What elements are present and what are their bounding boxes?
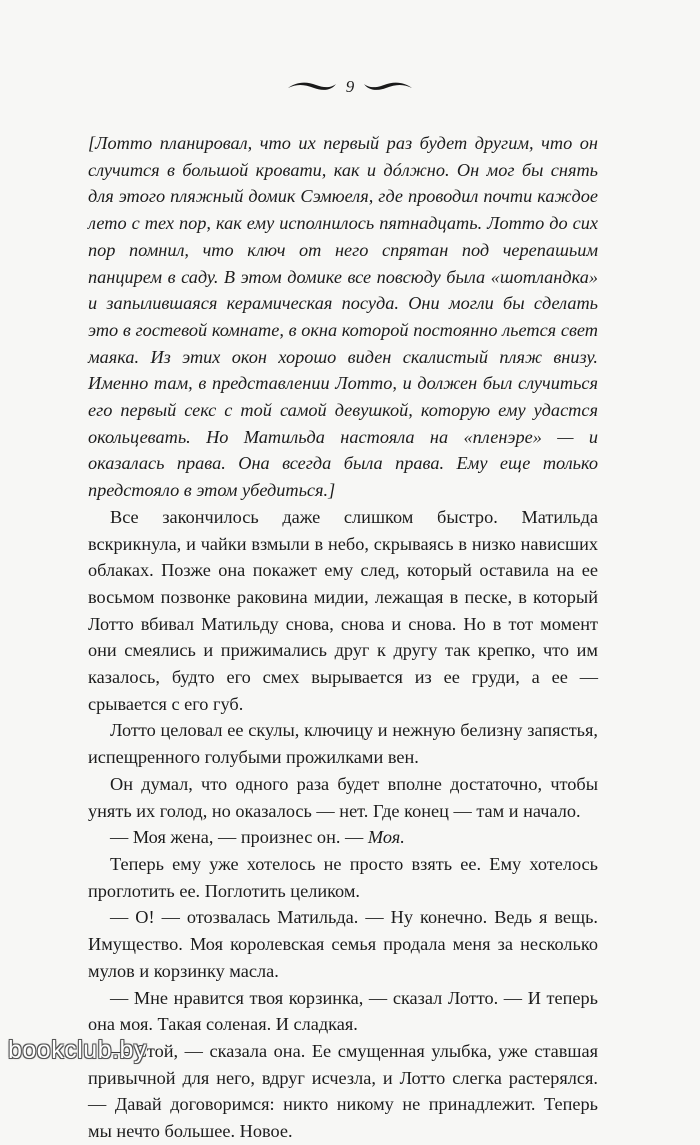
paragraph: Он думал, что одного раза будет вполне достаточно, чтобы унять их голод, но оказалось — нет. Где конец — там и начало. <box>88 773 598 821</box>
paragraph: Все закончилось даже слишком быстро. Матильда вскрикнула, и чайки взмыли в небо, скрываясь в низко нависших облаках. Позже она покажет ему след, который оставила на ее восьмом позвонке раковина мидии, лежащая в песке, в который Лотто вбивал Матильду снова, снова и снова. Но в тот момент они смеялись и прижимались друг к другу так крепко, что им казалось, будто его смех вырывается из ее груди, а ее — срывается с его губ. <box>88 506 598 714</box>
dialogue-text: — Моя жена, — произнес он. — <box>110 827 368 848</box>
italic-bracketed-passage <box>88 130 598 504</box>
dialogue-paragraph: — Мне нравится твоя корзинка, — сказал Лотто. — И теперь она моя. Такая соленая. И сладкая. <box>88 987 598 1035</box>
left-swash-ornament-icon <box>286 79 338 93</box>
page-number: 9 <box>345 76 355 96</box>
paragraph: Теперь ему уже хотелось не просто взять ее. Ему хотелось проглотить ее. Поглотить целиком. <box>88 853 598 901</box>
right-swash-ornament-icon <box>362 79 414 93</box>
paragraph: [Лотто планировал, что их первый раз будет другим, что он случится в большой кровати, как и дóлжно. Он мог бы снять для этого пляжный домик Сэмюеля, где проводил почти каждое лето с тех пор, как ему исполнилось пятнадцать. Лотто до сих пор помнил, что ключ от него спрятан под черепашьим панцирем в саду. В этом домике все повсюду была «шотландка» и запылившаяся керамическая посуда. Они могли бы сделать это в гостевой комнате, в окна которой постоянно льется свет маяка. Из этих окон хорошо виден скалистый пляж внизу. Именно там, в представлении Лотто, и должен был случиться его первый секс с той самой девушкой, которую ему удастся окольцевать. Но Матильда настояла на «пленэре» — и оказалась права. Она всегда была права. Ему еще только предстояло в этом убедиться.] <box>88 133 598 501</box>
dialogue-paragraph: — О! — отозвалась Матильда. — Ну конечно. Ведь я вещь. Имущество. Моя королевская семья продала меня за несколько мулов и корзинку масла. <box>88 907 598 981</box>
dialogue-paragraph <box>88 824 598 851</box>
paragraph: Лотто целовал ее скулы, ключицу и нежную белизну запястья, испещренного голубыми прожилками вен. <box>88 720 598 768</box>
dialogue-paragraph: — Стой, — сказала она. Ее смущенная улыбка, уже ставшая привычной для него, вдруг исчезла, и Лотто слегка растерялся. — Давай договоримся: никто никому не принадлежит. Теперь мы нечто большее. Новое. <box>88 1040 598 1142</box>
page-header <box>0 72 700 100</box>
emphasized-word: Моя. <box>367 827 405 848</box>
page-body <box>88 130 598 1145</box>
watermark: bookclub.by <box>8 1036 147 1064</box>
